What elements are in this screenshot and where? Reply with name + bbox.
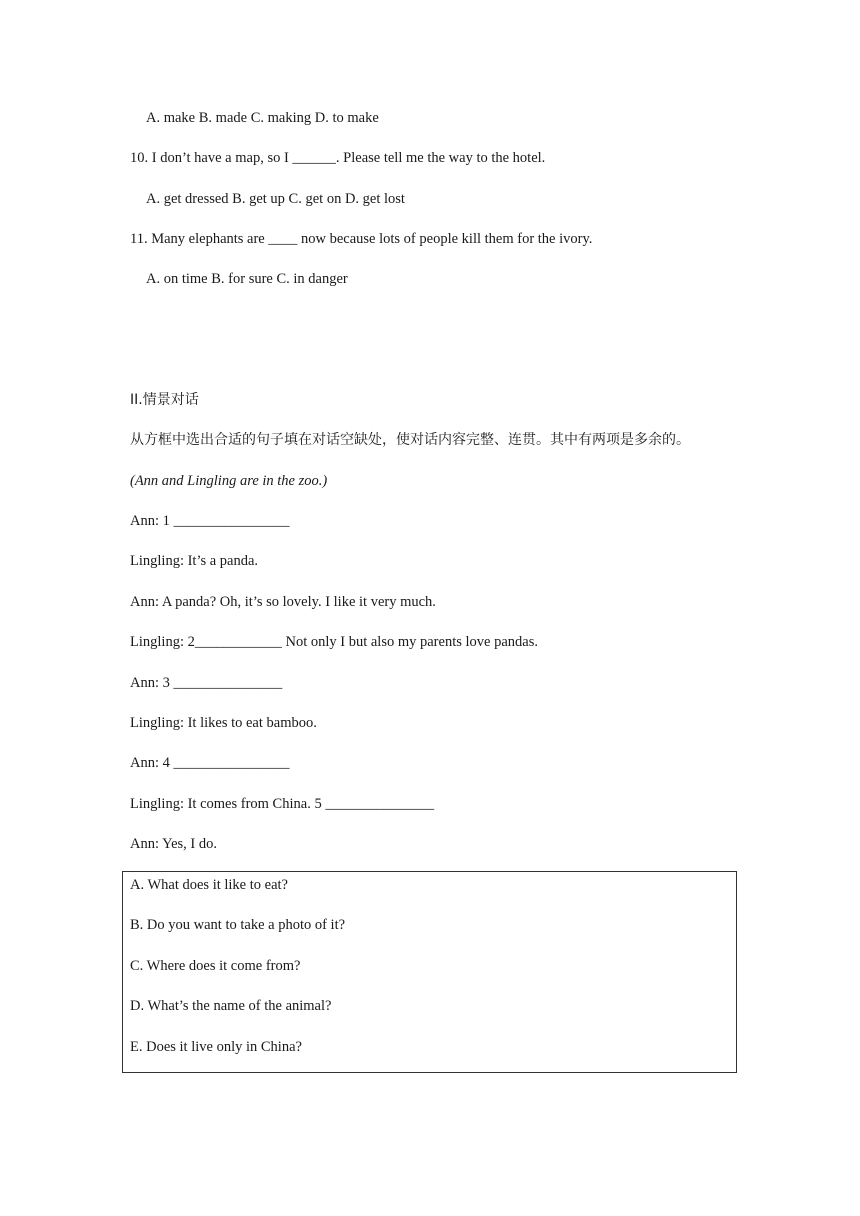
q9-options: A. make B. made C. making D. to make — [146, 110, 379, 126]
option-item: D. What’s the name of the animal? — [130, 998, 332, 1014]
dialogue-line: Ann: 1 ________________ — [130, 513, 290, 529]
option-item: C. Where does it come from? — [130, 958, 301, 974]
q11-question: 11. Many elephants are ____ now because lots of people kill them for the ivory. — [130, 231, 593, 247]
q10-question: 10. I don’t have a map, so I ______. Please tell me the way to the hotel. — [130, 150, 546, 166]
dialogue-line: Ann: 3 _______________ — [130, 675, 283, 691]
dialogue-line: Lingling: 2____________ Not only I but also my parents love pandas. — [130, 634, 538, 650]
section-heading: II.情景对话 — [130, 392, 199, 408]
option-item: E. Does it live only in China? — [130, 1039, 302, 1055]
dialogue-line: Lingling: It’s a panda. — [130, 553, 259, 569]
q10-options: A. get dressed B. get up C. get on D. get lost — [146, 191, 405, 207]
dialogue-line: Ann: A panda? Oh, it’s so lovely. I like it very much. — [130, 594, 436, 610]
dialogue-line: Ann: Yes, I do. — [130, 836, 218, 852]
option-item: A. What does it like to eat? — [130, 877, 288, 893]
section-instructions: 从方框中选出合适的句子填在对话空缺处，使对话内容完整、连贯。其中有两项是多余的。 — [130, 432, 690, 448]
dialogue-line: Lingling: It comes from China. 5 _______________ — [130, 796, 435, 812]
dialogue-setting: (Ann and Lingling are in the zoo.) — [130, 473, 328, 489]
dialogue-line: Ann: 4 ________________ — [130, 755, 290, 771]
option-item: B. Do you want to take a photo of it? — [130, 917, 346, 933]
q11-options: A. on time B. for sure C. in danger — [146, 271, 348, 287]
dialogue-line: Lingling: It likes to eat bamboo. — [130, 715, 317, 731]
